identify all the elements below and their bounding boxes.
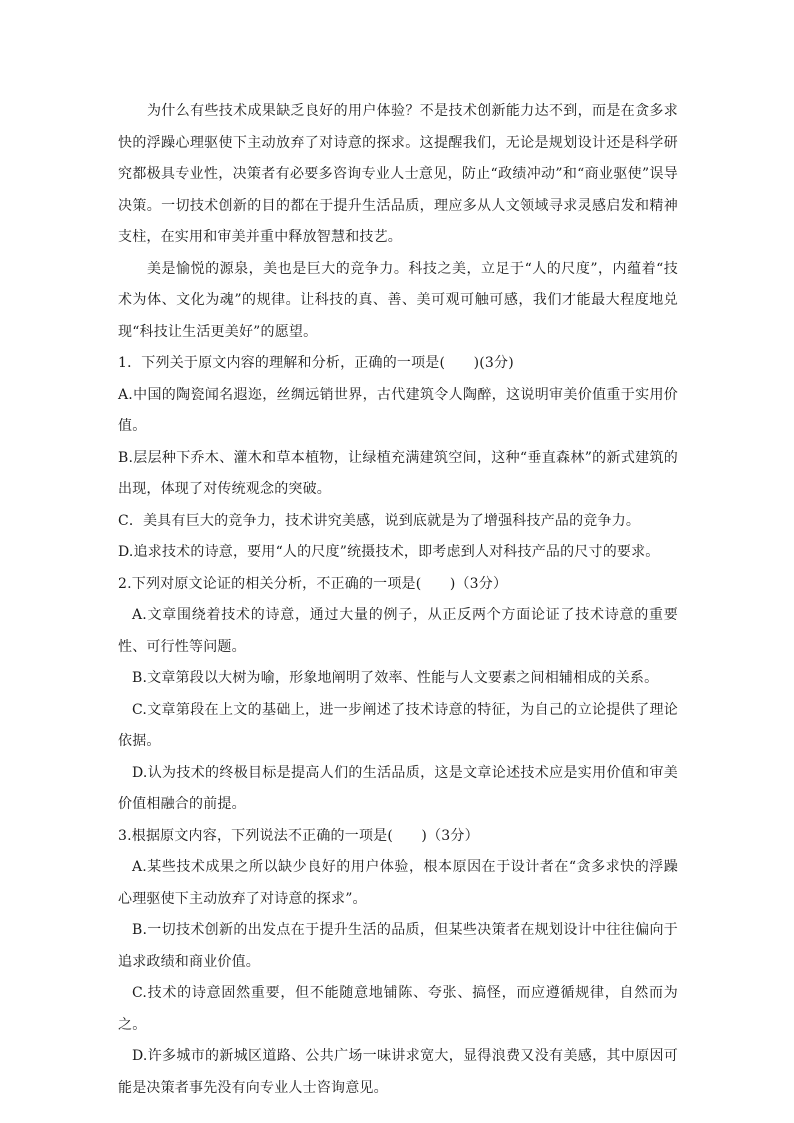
passage-paragraph-2: 美是愉悦的源泉，美也是巨大的竞争力。科技之美，立足于“人的尺度”，内蕴着“技术为体、文化为魂”的规律。让科技的真、善、美可观可触可感，我们才能最大程度地兑现“科技让生活更美好”的愿望。 [118, 260, 678, 340]
question-2-option-b: B.文章第段以大树为喻，形象地阐明了效率、性能与人文要素之间相辅相成的关系。 [132, 670, 659, 686]
question-2-stem: 2.下列对原文论证的相关分析，不正确的一项是( )（3分） [118, 575, 508, 592]
question-3-option-d: D.许多城市的新城区道路、公共广场一味讲求宽大，显得浪费又没有美感，其中原因可能是决策者事先没有向专业人士咨询意见。 [118, 1048, 678, 1096]
question-1-option-c: C．美具有巨大的竞争力，技术讲究美感，说到底就是为了增强科技产品的竞争力。 [118, 512, 641, 529]
document-page [118, 96, 678, 1104]
question-1 [118, 348, 678, 569]
question-3 [118, 821, 678, 1105]
question-3-option-a: A.某些技术成果之所以缺少良好的用户体验，根本原因在于设计者在“贪多求快的浮躁心理驱使下主动放弃了对诗意的探求”。 [118, 859, 678, 907]
question-2-option-d: D.认为技术的终极目标是提高人们的生活品质，这是文章论述技术应是实用价值和审美价值相融合的前提。 [118, 764, 678, 812]
passage-paragraph-1: 为什么有些技术成果缺乏良好的用户体验？不是技术创新能力达不到，而是在贪多求快的浮躁心理驱使下主动放弃了对诗意的探求。这提醒我们，无论是规划设计还是科学研究都极具专业性，决策者有必要多咨询专业人士意见，防止“政绩冲动”和“商业驱使”误导决策。一切技术创新的目的都在于提升生活品质，理应多从人文领域寻求灵感启发和精神支柱，在实用和审美并重中释放智慧和技艺。 [118, 103, 678, 245]
question-3-option-c: C.技术的诗意固然重要，但不能随意地铺陈、夸张、搞怪，而应遵循规律，自然而为之。 [118, 985, 678, 1033]
question-2 [118, 569, 678, 821]
question-1-option-b: B.层层种下乔木、灌木和草本植物，让绿植充满建筑空间，这种“垂直森林”的新式建筑的出现，体现了对传统观念的突破。 [118, 449, 678, 497]
question-2-option-a: A.文章围绕着技术的诗意，通过大量的例子，从正反两个方面论证了技术诗意的重要性、可行性等问题。 [118, 607, 678, 655]
question-3-stem: 3.根据原文内容，下列说法不正确的一项是( )（3分） [118, 827, 479, 844]
question-1-option-d: D.追求技术的诗意，要用“人的尺度”统摄技术，即考虑到人对科技产品的尺寸的要求。 [118, 544, 660, 560]
question-3-option-b: B.一切技术创新的出发点在于提升生活的品质，但某些决策者在规划设计中往往偏向于追求政绩和商业价值。 [118, 922, 678, 970]
question-2-option-c: C.文章第段在上文的基础上，进一步阐述了技术诗意的特征，为自己的立论提供了理论依据。 [118, 701, 678, 749]
question-1-stem: 1．下列关于原文内容的理解和分析，正确的一项是( )(3分) [118, 355, 514, 371]
question-1-option-a: A.中国的陶瓷闻名遐迩，丝绸远销世界，古代建筑令人陶醉，这说明审美价值重于实用价值。 [118, 386, 678, 434]
